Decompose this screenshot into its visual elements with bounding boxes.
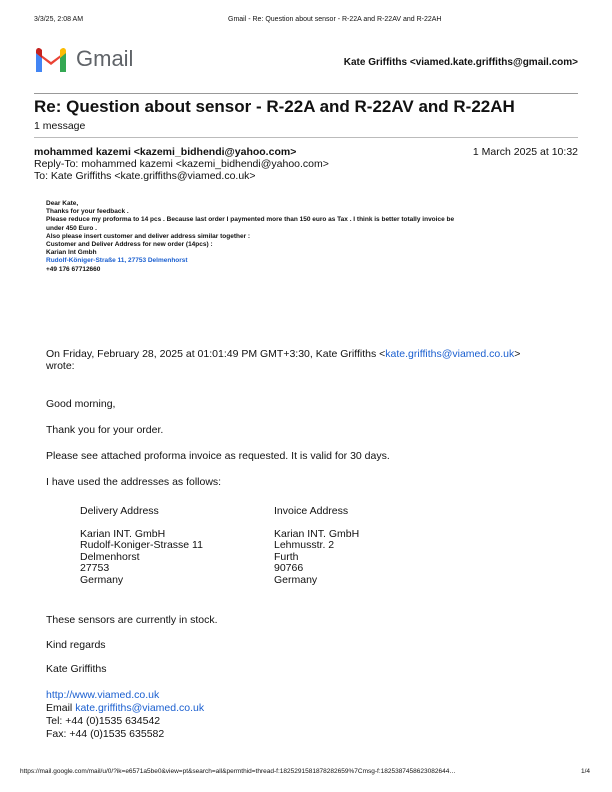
body-line: Please reduce my proforma to 14 pcs . Because last order I paymented more than 150 euro as Tax . I think is better totally invoice be bbox=[46, 216, 455, 224]
account-label: Kate Griffiths <viamed.kate.griffiths@gmail.com> bbox=[343, 57, 578, 68]
message-count: 1 message bbox=[34, 120, 86, 132]
address-line: 90766 bbox=[274, 562, 304, 574]
delivery-address bbox=[80, 506, 203, 586]
telephone: Tel: +44 (0)1535 634542 bbox=[46, 715, 161, 727]
invoice-heading: Invoice Address bbox=[274, 505, 349, 517]
message-body bbox=[46, 200, 454, 274]
thread-subject: Re: Question about sensor - R-22A and R-22AV and R-22AH bbox=[34, 97, 515, 116]
paragraph: Thank you for your order. bbox=[46, 424, 164, 436]
body-line: under 450 Euro . bbox=[46, 224, 97, 232]
email-label: Email bbox=[46, 702, 76, 714]
message-date: 1 March 2025 at 10:32 bbox=[472, 146, 578, 158]
address-line: 27753 bbox=[80, 562, 110, 574]
address-line: Karian INT. GmbH bbox=[80, 527, 166, 540]
gmail-wordmark: Gmail bbox=[76, 46, 134, 71]
body-line: Also please insert customer and deliver address similar together : bbox=[46, 232, 251, 240]
reply-to: Reply-To: mohammed kazemi <kazemi_bidhendi@yahoo.com> bbox=[34, 158, 329, 170]
body-line: Dear Kate, bbox=[46, 200, 79, 207]
paragraph: Please see attached proforma invoice as requested. It is valid for 30 days. bbox=[46, 450, 390, 462]
invoice-address bbox=[274, 506, 359, 586]
divider bbox=[34, 137, 578, 138]
quote-email-link[interactable]: kate.griffiths@viamed.co.uk bbox=[385, 348, 515, 360]
quote-intro-end: > bbox=[514, 348, 521, 360]
website-link[interactable]: http://www.viamed.co.uk bbox=[46, 689, 160, 701]
address-line: Karian INT. GmbH bbox=[274, 527, 360, 540]
delivery-heading: Delivery Address bbox=[80, 505, 159, 517]
sign-off: Kind regards bbox=[46, 639, 106, 651]
email-line bbox=[46, 702, 204, 714]
address-line: Furth bbox=[274, 550, 299, 563]
fax: Fax: +44 (0)1535 635582 bbox=[46, 728, 165, 740]
recipient: To: Kate Griffiths <kate.griffiths@viamed.co.uk> bbox=[34, 170, 256, 182]
signature-name: Kate Griffiths bbox=[46, 663, 107, 675]
divider bbox=[34, 93, 578, 94]
quote-wrote: wrote: bbox=[46, 360, 75, 372]
body-line: Thanks for your feedback . bbox=[46, 208, 129, 216]
email-link[interactable]: kate.griffiths@viamed.co.uk bbox=[75, 702, 205, 714]
address-line: Rudolf-Koniger-Strasse 11 bbox=[80, 539, 203, 551]
gmail-logo bbox=[34, 46, 133, 72]
address-link[interactable]: Rudolf-Königer-Straße 11, 27753 Delmenhorst bbox=[46, 257, 188, 265]
sender: mohammed kazemi <kazemi_bidhendi@yahoo.com> bbox=[34, 146, 297, 158]
body-phone: +49 176 67712660 bbox=[46, 265, 101, 273]
paragraph: These sensors are currently in stock. bbox=[46, 614, 218, 626]
page-number: 1/4 bbox=[580, 768, 590, 775]
greeting: Good morning, bbox=[46, 398, 116, 410]
quote-intro-text: On Friday, February 28, 2025 at 01:01:49 PM GMT+3:30, Kate Griffiths < bbox=[46, 348, 386, 360]
address-line: Germany bbox=[274, 573, 318, 586]
body-line: Customer and Deliver Address for new order (14pcs) : bbox=[46, 241, 213, 249]
gmail-m-icon bbox=[34, 46, 68, 72]
print-page-title: Gmail - Re: Question about sensor - R-22A and R-22AV and R-22AH bbox=[228, 16, 442, 23]
quote-intro bbox=[46, 348, 520, 360]
address-line: Lehmusstr. 2 bbox=[274, 539, 335, 551]
address-line: Germany bbox=[80, 573, 124, 586]
print-datetime: 3/3/25, 2:08 AM bbox=[34, 16, 84, 23]
body-line: Karian Int Gmbh bbox=[46, 249, 97, 257]
address-line: Delmenhorst bbox=[80, 550, 140, 563]
paragraph: I have used the addresses as follows: bbox=[46, 476, 222, 488]
print-url: https://mail.google.com/mail/u/0/?ik=e6571a5be0&view=pt&search=all&permthid=thread-f:1825291581878282659%7Cmsg-f:1825387458623082644… bbox=[20, 768, 456, 775]
